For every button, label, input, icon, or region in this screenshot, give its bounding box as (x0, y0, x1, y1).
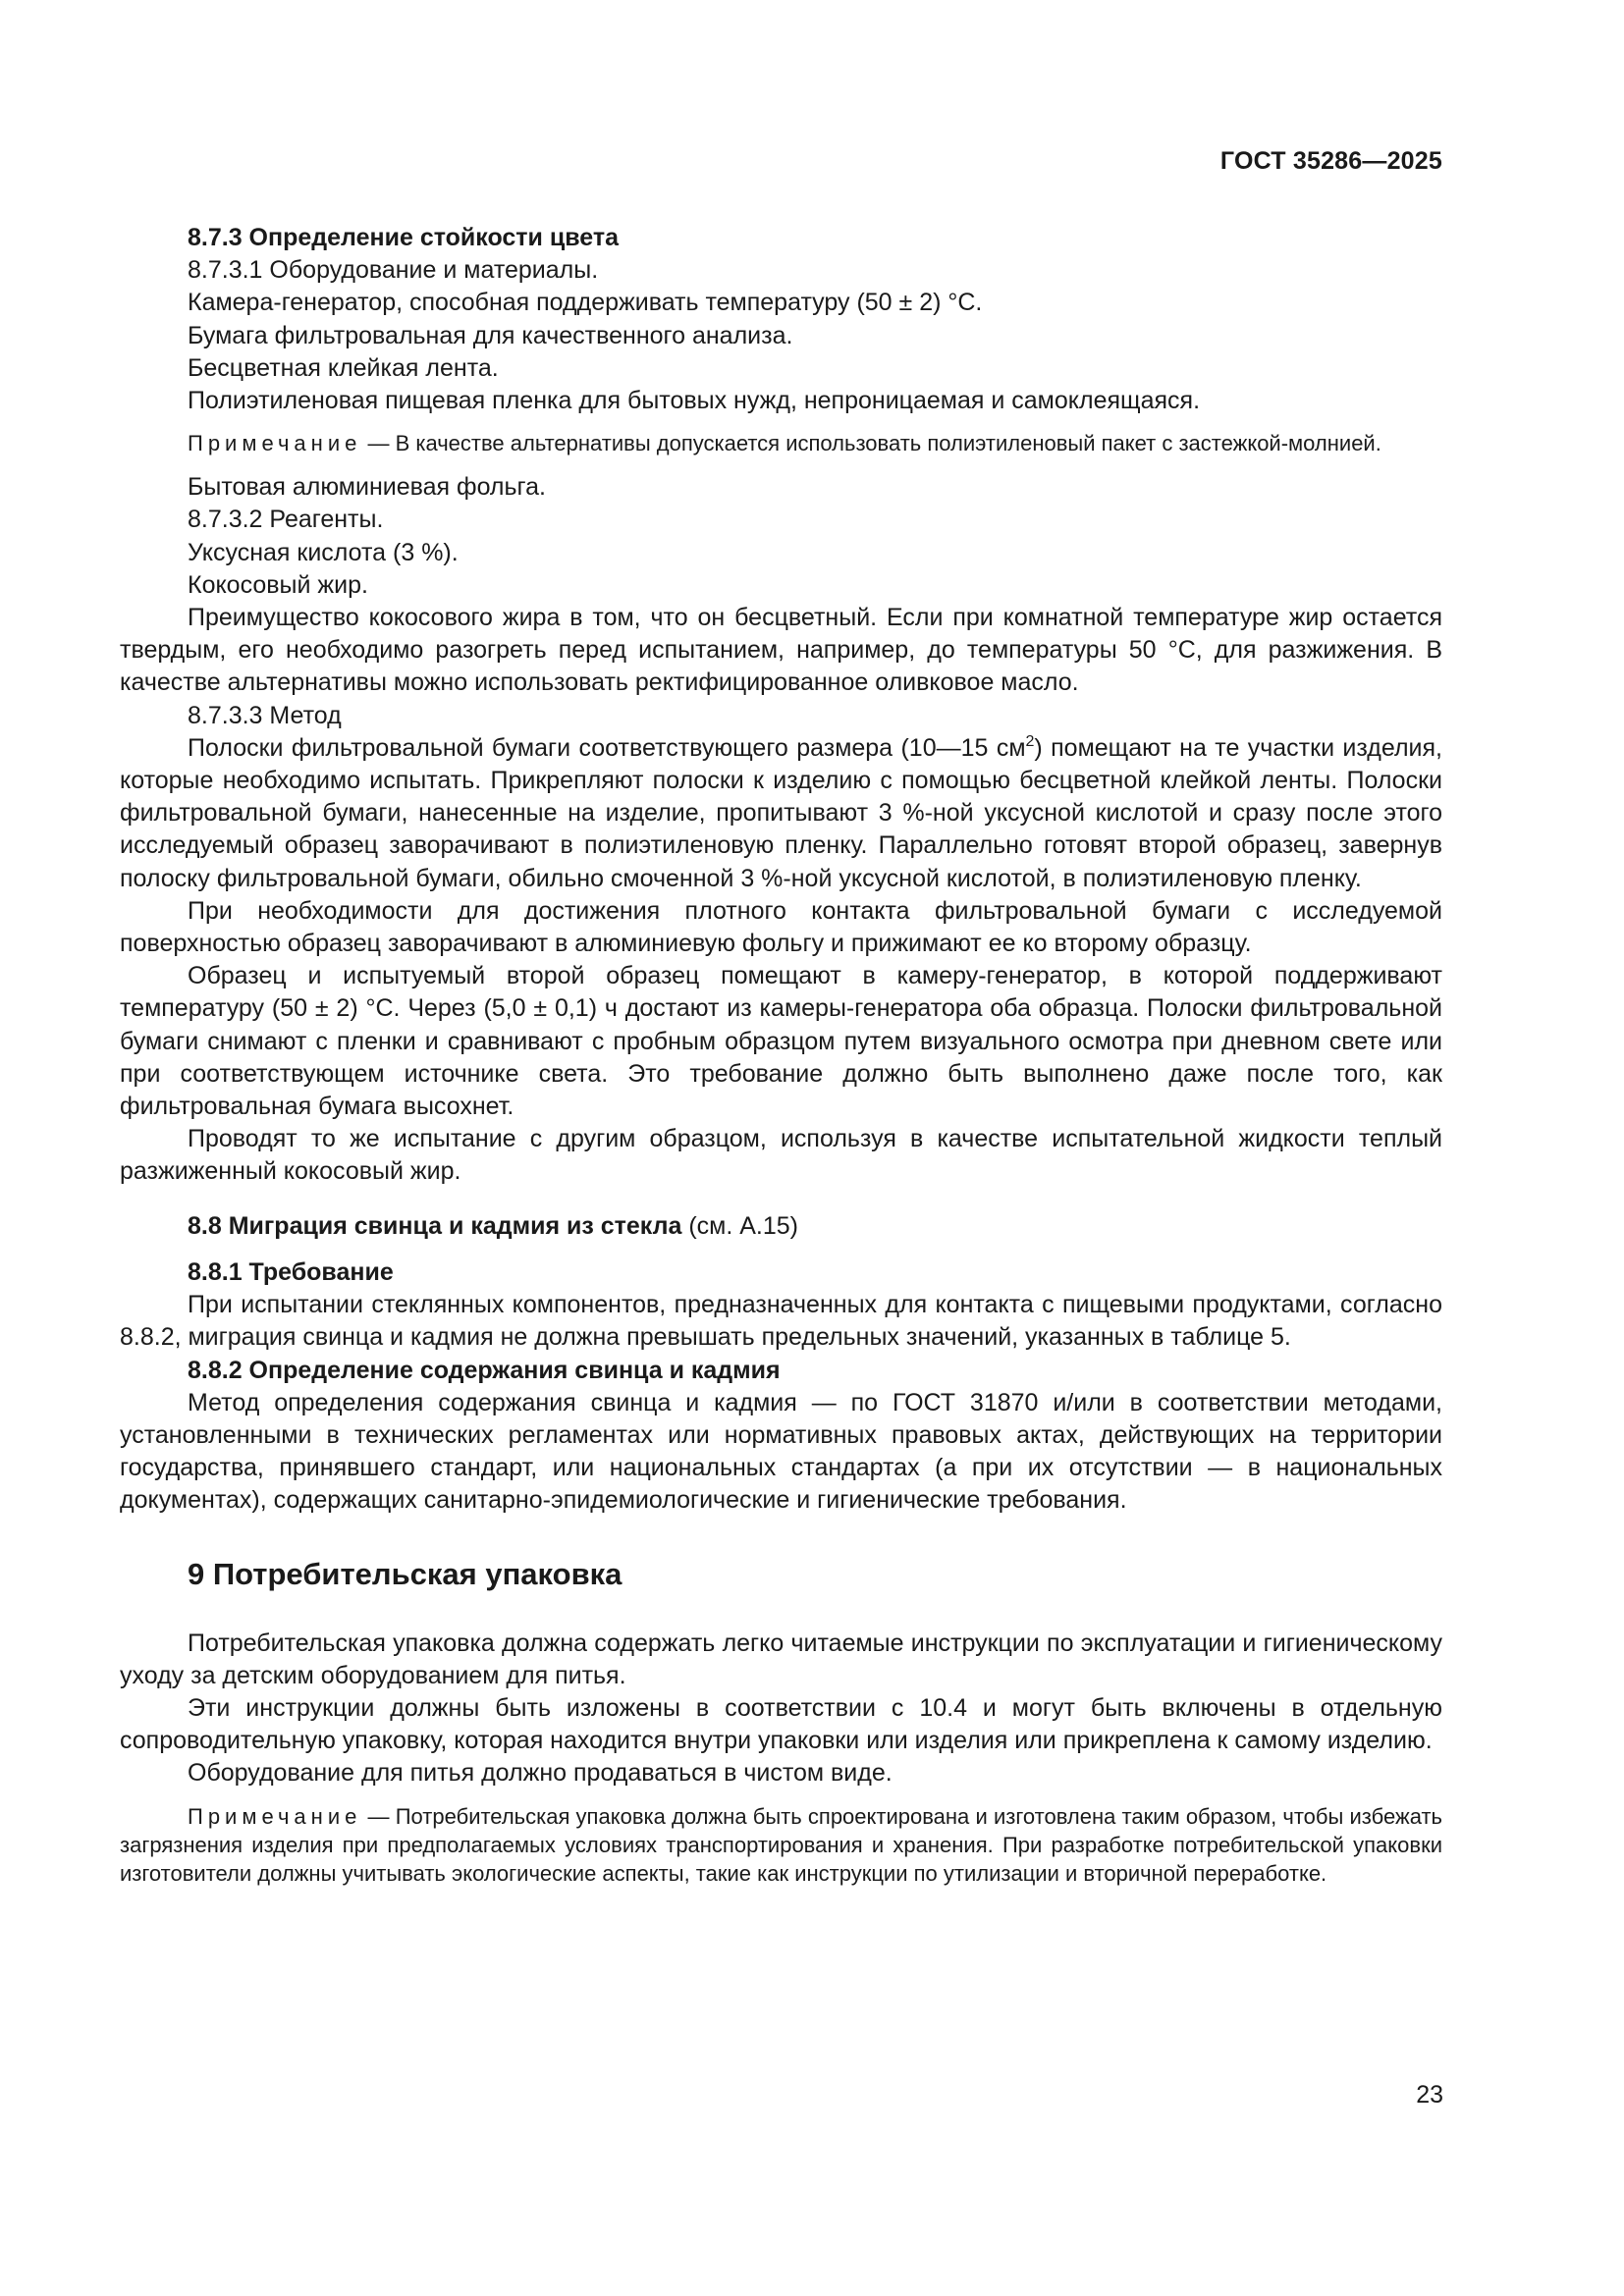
paragraph: 8.7.3.3 Метод (188, 701, 342, 729)
standard-designation: ГОСТ 35286—2025 (1219, 147, 1442, 175)
heading-8-7-3: 8.7.3 Определение стойкости цвета (188, 224, 619, 251)
note-1 (120, 429, 1442, 457)
paragraph: Бесцветная клейкая лента. (188, 353, 499, 382)
spacer (120, 1518, 1442, 1555)
paragraph: Эти инструкции должны быть изложены в соответствии с 10.4 и могут быть включены в отдельную сопроводительную упаковку, которая находится внутри упаковки или изделия или прикреплена к самому изделию. (120, 1693, 1442, 1755)
paragraph (120, 732, 1442, 895)
paragraph: При испытании стеклянных компонентов, предназначенных для контакта с пищевыми продуктами, согласно 8.8.2, миграция свинца и кадмия не должна превышать предельных значений, указанных в таблице 5. (120, 1291, 1442, 1352)
heading-ref: (см. А.15) (681, 1211, 799, 1240)
note-2 (120, 1802, 1442, 1888)
paragraph: Кокосовый жир. (188, 570, 368, 599)
paragraph: Бытовая алюминиевая фольга. (188, 473, 546, 502)
paragraph: Метод определения содержания свинца и кадмия — по ГОСТ 31870 и/или в соответствии методами, установленными в технических регламентах или нормативных правовых актах, действующих на территории государства, принявшего стандарт, или национальных стандартах (а при их отсутствии — в национальных документах), содержащих санитарно-эпидемиологические и гигиенические требования. (120, 1388, 1442, 1515)
paragraph: Уксусная кислота (3 %). (188, 538, 459, 566)
note-text: — Потребительская упаковка должна быть спроектирована и изготовлена таким образом, чтобы избежать загрязнения изделия при предполагаемых условиях транспортирования и хранения. При разработке потребительской упаковки изготовители должны учитывать экологические аспекты, такие как инструкции по утилизации и вторичной переработке. (120, 1803, 1442, 1886)
paragraph: Полиэтиленовая пищевая пленка для бытовых нужд, непроницаемая и самоклеящаяся. (188, 387, 1201, 415)
note-label: Примечание (188, 1803, 362, 1829)
heading-8-8-1: 8.8.1 Требование (188, 1257, 394, 1286)
note-label: Примечание (188, 431, 362, 456)
spacer (120, 1243, 1442, 1256)
paragraph: 8.7.3.1 Оборудование и материалы. (188, 256, 599, 285)
note-text: — В качестве альтернативы допускается использовать полиэтиленовый пакет с застежкой-молнией. (361, 431, 1381, 456)
paragraph: Проводят то же испытание с другим образцом, используя в качестве испытательной жидкости теплый разжиженный кокосовый жир. (120, 1125, 1442, 1186)
section-title-9: 9 Потребительская упаковка (188, 1556, 623, 1591)
paragraph: 8.7.3.2 Реагенты. (188, 506, 384, 534)
heading-8-8 (120, 1210, 1442, 1243)
superscript: 2 (1025, 732, 1035, 750)
paragraph: Образец и испытуемый второй образец помещают в камеру-генератор, в которой поддерживают температуру (50 ± 2) °С. Через (5,0 ± 0,1) ч достают из камеры-генератора оба образца. Полоски фильтровальной бумаги снимают с пленки и сравнивают с пробным образцом путем визуального осмотра при дневном свете или при соответствующем источнике света. Это требование должно быть выполнено даже после того, как фильтровальная бумага высохнет. (120, 962, 1442, 1121)
page-content (120, 222, 1442, 1901)
heading-8-8-2: 8.8.2 Определение содержания свинца и кадмия (188, 1356, 781, 1384)
paragraph: Оборудование для питья должно продаваться в чистом виде. (188, 1759, 893, 1788)
paragraph: При необходимости для достижения плотного контакта фильтровальной бумаги с исследуемой поверхностью образец заворачивают в алюминиевую фольгу и прижимают ее ко второму образцу. (120, 896, 1442, 958)
page-number: 23 (1416, 2081, 1443, 2109)
paragraph: Преимущество кокосового жира в том, что он бесцветный. Если при комнатной температуре жир остается твердым, его необходимо разогреть перед испытанием, например, до температуры 50 °С, для разжижения. В качестве альтернативы можно использовать ректифицированное оливковое масло. (120, 604, 1442, 697)
spacer (120, 1189, 1442, 1210)
spacer (120, 1594, 1442, 1628)
text-span: Полоски фильтровальной бумаги соответствующего размера (10—15 см (188, 733, 1026, 762)
paragraph: Камера-генератор, способная поддерживать температуру (50 ± 2) °С. (188, 289, 983, 317)
paragraph: Потребительская упаковка должна содержать легко читаемые инструкции по эксплуатации и гигиеническому уходу за детским оборудованием для питья. (120, 1629, 1442, 1689)
text-span: ) помещают на те участки изделия, которые необходимо испытать. Прикрепляют полоски к изделию с помощью бесцветной клейкой ленты. Полоски фильтровальной бумаги, нанесенные на изделие, пропитывают 3 %-ной уксусной кислотой и сразу после этого исследуемый образец заворачивают в полиэтиленовую пленку. Параллельно готовят второй образец, завернув полоску фильтровальной бумаги, обильно смоченной 3 %-ной уксусной кислотой, в полиэтиленовую пленку. (120, 733, 1443, 892)
heading-text: 8.8 Миграция свинца и кадмия из стекла (188, 1211, 682, 1240)
paragraph: Бумага фильтровальная для качественного анализа. (188, 321, 793, 349)
